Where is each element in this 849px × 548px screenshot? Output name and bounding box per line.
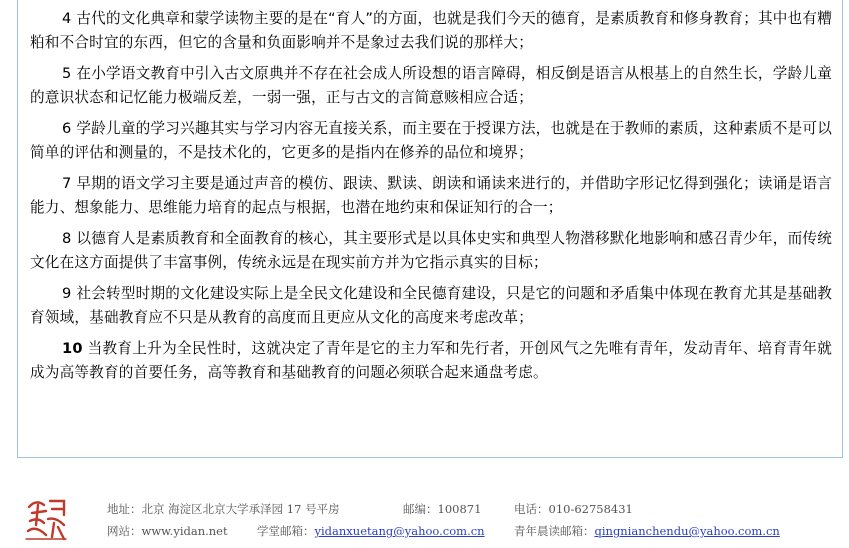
footer-phone: 电话：010-62758431 (514, 502, 633, 516)
footer-postcode: 邮编：100871 (403, 502, 482, 516)
footer-address: 地址：北京 海淀区北京大学承泽园 17 号平房 (107, 502, 340, 516)
paragraph-5: 5 在小学语文教育中引入古文原典并不存在社会成人所设想的语言障碍，相反倒是语言从根基上的自然生长，学龄儿童的意识状态和记忆能力极端反差，一弱一强，正与古文的言简意赅相应合适； (30, 65, 832, 106)
paragraph-8: 8 以德育人是素质教育和全面教育的核心，其主要形式是以具体史实和典型人物潜移默化地影响和感召青少年，而传统文化在这方面提供了丰富事例，传统永远是在现实前方并为它指示真实的目标； (30, 230, 832, 271)
paragraph-6: 6 学龄儿童的学习兴趣其实与学习内容无直接关系，而主要在于授课方法，也就是在于教师的素质，这种素质不是可以简单的评估和测量的，不是技术化的，它更多的是指内在修养的品位和境界； (30, 120, 832, 161)
footer (0, 488, 849, 548)
footer-school-email: 学堂邮箱：yidanxuetang@yahoo.com.cn (257, 524, 485, 538)
school-email-link[interactable]: yidanxuetang@yahoo.com.cn (314, 524, 485, 538)
seal-logo-icon (24, 495, 68, 541)
paragraph-10: 10 当教育上升为全民性时，这就决定了青年是它的主力军和先行者，开创风气之先唯有青年，发动青年、培育青年就成为高等教育的首要任务，高等教育和基础教育的问题必须联合起来通盘考虑。 (30, 340, 832, 381)
footer-youth-email: 青年晨读邮箱：qingnianchendu@yahoo.com.cn (514, 524, 780, 538)
article-body (17, 0, 843, 458)
paragraph-9: 9 社会转型时期的文化建设实际上是全民文化建设和全民德育建设，只是它的问题和矛盾集中体现在教育尤其是基础教育领域，基础教育应不只是从教育的高度而且更应从文化的高度来考虑改革； (30, 285, 832, 326)
paragraph-7: 7 早期的语文学习主要是通过声音的模仿、跟读、默读、朗读和诵读来进行的，并借助字形记忆得到强化；读诵是语言能力、想象能力、思维能力培育的起点与根据，也潜在地约束和保证知行的合一； (30, 175, 832, 216)
youth-email-link[interactable]: qingnianchendu@yahoo.com.cn (594, 524, 780, 538)
paragraph-4: 4 古代的文化典章和蒙学读物主要的是在“育人”的方面，也就是我们今天的德育，是素质教育和修身教育；其中也有糟粕和不合时宜的东西，但它的含量和负面影响并不是象过去我们说的那样大； (30, 10, 833, 51)
footer-website: 网站：www.yidan.net (107, 524, 228, 538)
